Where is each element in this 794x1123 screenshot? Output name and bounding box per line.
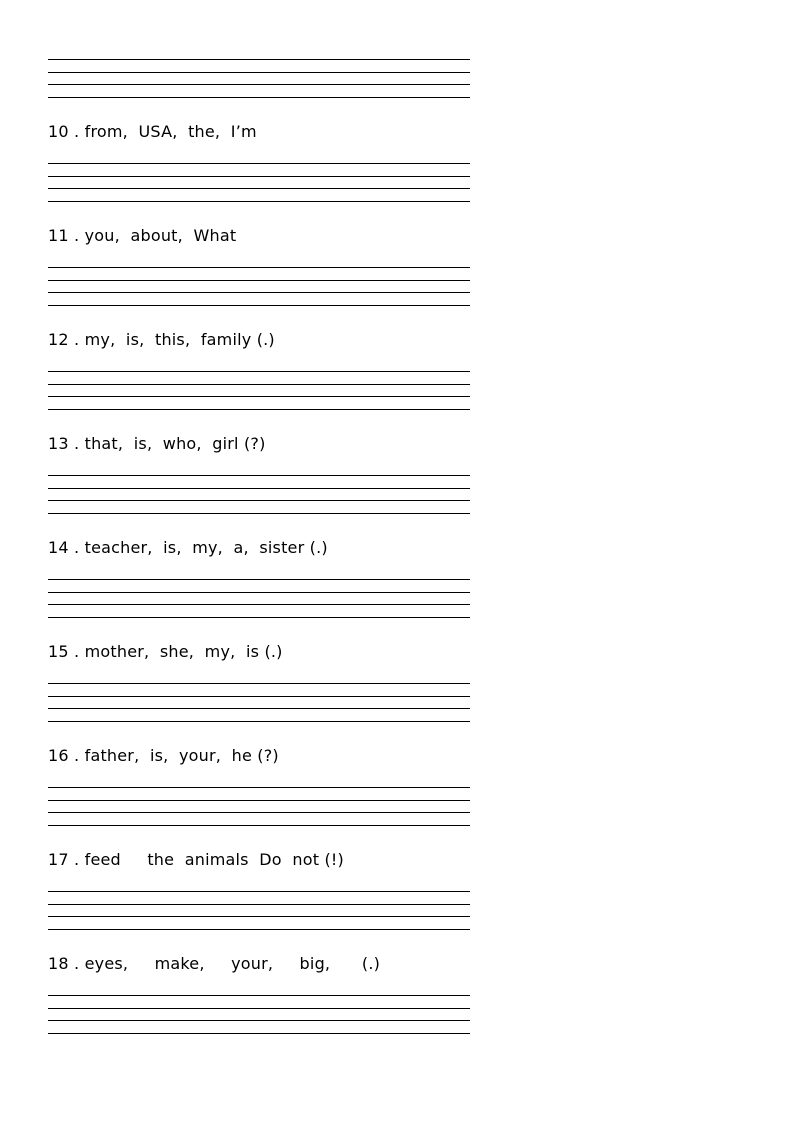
writing-line [48, 201, 470, 202]
writing-line [48, 812, 470, 813]
writing-line [48, 176, 470, 177]
exercise-prompt-10: 10 . from, USA, the, I’m [48, 122, 257, 141]
exercise-prompt-11: 11 . you, about, What [48, 226, 237, 245]
answer-lines-11[interactable] [48, 267, 470, 307]
writing-line [48, 995, 470, 996]
writing-line [48, 916, 470, 917]
writing-line [48, 1020, 470, 1021]
writing-line [48, 72, 470, 73]
writing-line [48, 683, 470, 684]
answer-lines-18[interactable] [48, 995, 470, 1035]
answer-lines-16[interactable] [48, 787, 470, 827]
writing-line [48, 604, 470, 605]
writing-line [48, 97, 470, 98]
writing-line [48, 904, 470, 905]
writing-line [48, 513, 470, 514]
writing-line [48, 488, 470, 489]
writing-line [48, 267, 470, 268]
answer-lines-17[interactable] [48, 891, 470, 931]
answer-lines-13[interactable] [48, 475, 470, 515]
exercise-prompt-18: 18 . eyes, make, your, big, (.) [48, 954, 381, 973]
writing-line [48, 409, 470, 410]
writing-line [48, 280, 470, 281]
writing-line [48, 500, 470, 501]
answer-lines-14[interactable] [48, 579, 470, 619]
writing-line [48, 475, 470, 476]
writing-line [48, 721, 470, 722]
writing-line [48, 617, 470, 618]
writing-line [48, 1033, 470, 1034]
writing-line [48, 787, 470, 788]
writing-line [48, 891, 470, 892]
answer-lines-15[interactable] [48, 683, 470, 723]
writing-line [48, 579, 470, 580]
writing-line [48, 929, 470, 930]
answer-lines-9[interactable] [48, 59, 470, 99]
writing-line [48, 84, 470, 85]
answer-lines-10[interactable] [48, 163, 470, 203]
writing-line [48, 708, 470, 709]
writing-line [48, 396, 470, 397]
writing-line [48, 188, 470, 189]
writing-line [48, 305, 470, 306]
exercise-prompt-12: 12 . my, is, this, family (.) [48, 330, 275, 349]
answer-lines-12[interactable] [48, 371, 470, 411]
writing-line [48, 696, 470, 697]
writing-line [48, 292, 470, 293]
writing-line [48, 1008, 470, 1009]
exercise-prompt-15: 15 . mother, she, my, is (.) [48, 642, 283, 661]
exercise-prompt-13: 13 . that, is, who, girl (?) [48, 434, 266, 453]
writing-line [48, 59, 470, 60]
writing-line [48, 800, 470, 801]
exercise-prompt-17: 17 . feed the animals Do not (!) [48, 850, 344, 869]
exercise-prompt-14: 14 . teacher, is, my, a, sister (.) [48, 538, 328, 557]
writing-line [48, 371, 470, 372]
exercise-prompt-16: 16 . father, is, your, he (?) [48, 746, 279, 765]
writing-line [48, 592, 470, 593]
writing-line [48, 384, 470, 385]
writing-line [48, 825, 470, 826]
writing-line [48, 163, 470, 164]
